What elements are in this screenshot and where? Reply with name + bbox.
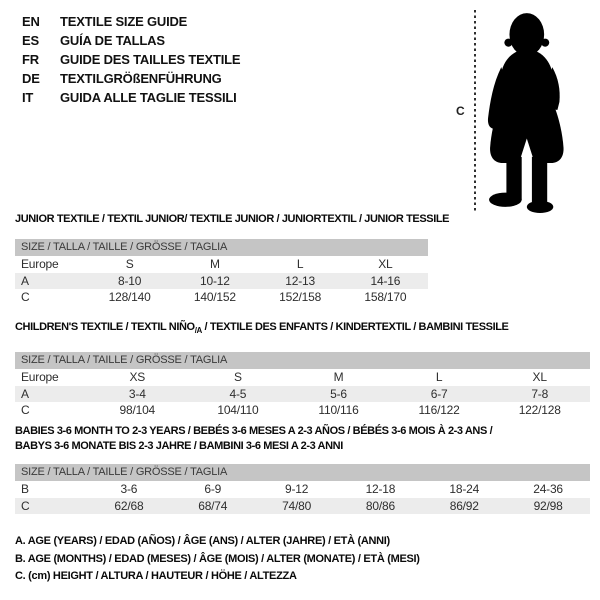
table-cell: 86/92: [449, 498, 479, 513]
language-row: [22, 69, 240, 88]
table-title: [15, 320, 590, 338]
table-cell: 116/122: [418, 403, 460, 418]
table-cell: M: [333, 370, 344, 385]
table-row: [15, 273, 428, 290]
table-row: [15, 498, 590, 515]
table-babies-section: [15, 424, 590, 514]
table-cell: 62/68: [114, 498, 144, 513]
table-title: BABIES 3-6 MONTH TO 2-3 YEARS / BEBÉS 3-6 MESES A 2-3 AÑOS / BÉBÉS 3-6 MOIS À 2-3 ANS /: [15, 425, 493, 437]
row-label: C: [21, 290, 30, 304]
language-code: EN: [22, 14, 40, 29]
table-cell: 104/110: [217, 403, 259, 418]
table-cell: 3-4: [128, 386, 146, 401]
table-cell: 24-36: [533, 482, 563, 496]
language-header-block: [22, 12, 240, 107]
table-cell: 12-13: [285, 273, 315, 288]
language-row: [22, 12, 240, 31]
table-cell: 18-24: [449, 482, 480, 496]
table-row: [15, 402, 590, 419]
size-header-bar: SIZE / TALLA / TAILLE / GRÖSSE / TAGLIA: [15, 352, 590, 369]
language-code: IT: [22, 90, 34, 105]
table-cell: M: [209, 257, 220, 271]
title-text: / TEXTILE DES ENFANTS / KINDERTEXTIL / BAMBINI TESSILE: [201, 321, 509, 333]
language-title: TEXTILE SIZE GUIDE: [60, 14, 188, 29]
table-cell: 4-5: [229, 386, 247, 401]
table-cell: 7-8: [531, 386, 549, 401]
height-measure-label: C: [456, 104, 465, 118]
height-measure-dashed-line: [474, 10, 476, 212]
legend-note: B. AGE (MONTHS) / EDAD (MESES) / ÂGE (MOIS) / ALTER (MONATE) / ETÀ (MESI): [15, 552, 420, 565]
table-cell: 10-12: [200, 273, 230, 288]
language-row: [22, 50, 240, 69]
table-cell: 110/116: [318, 403, 359, 418]
table-cell: 80/86: [365, 498, 395, 513]
legend-note: A. AGE (YEARS) / EDAD (AÑOS) / ÂGE (ANS) / ALTER (JAHRE) / ETÀ (ANNI): [15, 535, 390, 547]
table-cell: 98/104: [119, 403, 156, 418]
language-title: GUIDE DES TAILLES TEXTILE: [60, 52, 241, 67]
table-cell: 9-12: [284, 482, 309, 496]
table-row: [15, 481, 590, 498]
legend-notes: [15, 533, 420, 586]
table-row: [15, 289, 428, 306]
table-cell: 6-7: [430, 386, 448, 401]
table-cell: L: [435, 370, 443, 385]
table-cell: 6-9: [204, 482, 222, 496]
table-cell: 74/80: [282, 498, 312, 513]
size-header-bar: SIZE / TALLA / TAILLE / GRÖSSE / TAGLIA: [15, 239, 428, 256]
table-cell: 3-6: [120, 482, 138, 496]
table-cell: 14-16: [370, 273, 401, 288]
title-subscript: /A: [194, 326, 202, 336]
table-cell: 5-6: [330, 386, 347, 401]
row-label: C: [21, 498, 30, 513]
baby-silhouette-icon: [486, 8, 588, 214]
table-cell: XL: [532, 370, 547, 385]
row-label: B: [21, 482, 29, 496]
table-cell: 68/74: [198, 498, 228, 513]
row-label: Europe: [21, 370, 59, 385]
table-cell: 92/98: [533, 498, 563, 513]
language-code: FR: [22, 52, 39, 67]
table-title: BABYS 3-6 MONATE BIS 2-3 JAHRE / BAMBINI 3-6 MESI A 2-3 ANNI: [15, 440, 343, 452]
baby-figure: [450, 8, 598, 214]
row-label: C: [21, 403, 30, 418]
table-row: [15, 369, 590, 386]
table-cell: 140/152: [193, 290, 236, 304]
row-label: A: [21, 273, 29, 288]
table-cell: 158/170: [364, 290, 407, 304]
language-row: [22, 31, 240, 50]
language-row: [22, 88, 240, 107]
title-text: CHILDREN'S TEXTILE / TEXTIL NIÑO: [15, 321, 195, 333]
table-row: [15, 386, 590, 403]
language-title: GUIDA ALLE TAGLIE TESSILI: [60, 90, 237, 105]
table-cell: 8-10: [118, 273, 142, 288]
table-cell: 122/128: [518, 403, 561, 418]
table-row: [15, 256, 428, 273]
table-cell: 12-18: [365, 482, 396, 496]
language-title: TEXTILGRÖßENFÜHRUNG: [60, 71, 222, 86]
table-junior-section: [15, 212, 450, 306]
table-cell: 152/158: [279, 290, 322, 304]
language-code: DE: [22, 71, 40, 86]
table-children-section: [15, 320, 590, 419]
legend-note: C. (cm) HEIGHT / ALTURA / HAUTEUR / HÖHE / ALTEZZA: [15, 570, 297, 582]
table-cell: XL: [378, 257, 393, 271]
language-title: GUÍA DE TALLAS: [60, 33, 165, 48]
language-code: ES: [22, 33, 39, 48]
table-cell: XS: [129, 370, 146, 385]
table-cell: 128/140: [108, 290, 151, 304]
table-cell: L: [296, 257, 304, 271]
table-title: JUNIOR TEXTILE / TEXTIL JUNIOR/ TEXTILE JUNIOR / JUNIORTEXTIL / JUNIOR TESSILE: [15, 213, 450, 225]
row-label: A: [21, 386, 29, 401]
table-cell: S: [125, 257, 134, 271]
table-cell: S: [233, 370, 242, 385]
size-header-bar: SIZE / TALLA / TAILLE / GRÖSSE / TAGLIA: [15, 464, 590, 481]
row-label: Europe: [21, 257, 59, 271]
